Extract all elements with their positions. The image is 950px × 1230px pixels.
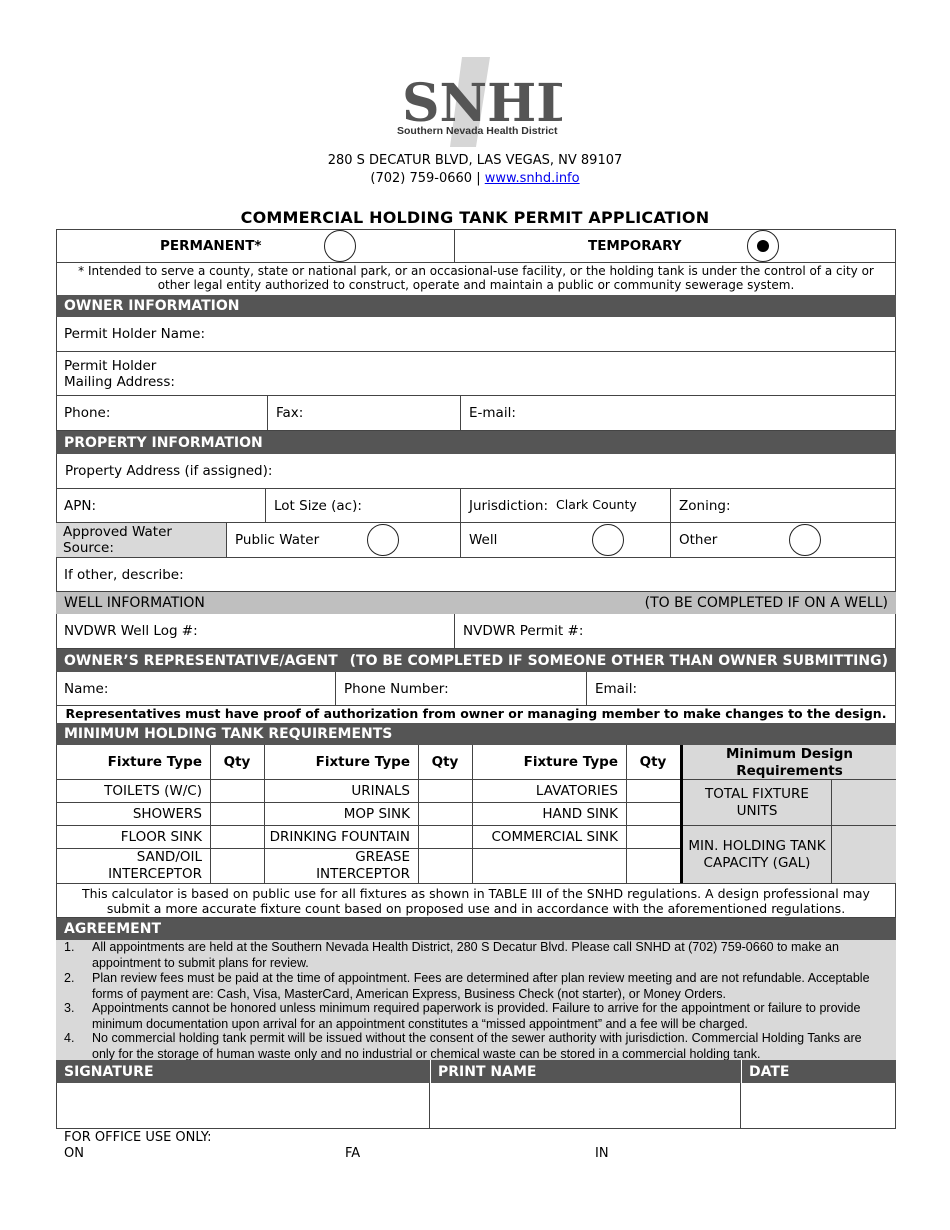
holder-name-row [56,317,896,352]
agent-name-field[interactable] [56,672,336,705]
well-permit-field[interactable] [455,614,896,648]
calculator-note: This calculator is based on public use for all fixtures as shown in TABLE III of the SNHD regulations. A design professional may submit a more accurate fixture count based on proposed use and in accordance with the aforementioned regulations. [82,886,870,916]
fixture-col-line-4 [472,745,473,883]
office-use-label: FOR OFFICE USE ONLY: [64,1130,212,1145]
jurisdiction-label: Jurisdiction: [469,497,549,514]
sand-oil-line-2: INTERCEPTOR [108,866,202,882]
print-name-field[interactable] [430,1083,741,1128]
tank-capacity-value[interactable] [832,826,895,883]
qty-urinals[interactable] [419,780,472,802]
water-source-label: Approved Water Source: [63,524,172,556]
qty-hand-sink[interactable] [627,803,680,825]
zoning-label: Zoning: [679,497,731,514]
min-design-line-2: Requirements [736,763,843,779]
mailing-address-field[interactable] [56,352,896,395]
agreement-num: 3. [64,1001,75,1015]
well-radio[interactable] [592,524,624,556]
fixture-grease-interceptor [268,849,410,883]
temporary-label: TEMPORARY [588,238,682,254]
qty-lavatories[interactable] [627,780,680,802]
permanent-radio[interactable] [324,230,356,262]
temporary-cell [455,229,896,262]
other-radio[interactable] [789,524,821,556]
agent-name-label: Name: [64,680,109,697]
zoning-field[interactable] [671,489,896,522]
address-line: 280 S DECATUR BLVD, LAS VEGAS, NV 89107 [327,153,623,168]
office-in-label: IN [595,1146,609,1161]
fixture-sand-oil-interceptor [60,849,202,883]
capacity-line-2: CAPACITY (GAL) [703,855,811,871]
col2-fixture-header: Fixture Type [315,754,410,770]
agreement-text: All appointments are held at the Southern Nevada Health District, 280 S Decatur Blvd. Please call SNHD at (702) 759-0660 to make an appointment to submit plans for review. [92,940,839,970]
holder-name-field[interactable] [56,317,896,351]
qty-commercial-sink[interactable] [627,826,680,848]
agent-row [56,672,896,706]
min-design-header [683,746,896,780]
well-log-label: NVDWR Well Log #: [64,623,198,639]
agreement-text: No commercial holding tank permit will be issued without the consent of the sewer authority with jurisdiction. Commercial Holding Tanks are only for the storage of human waste only and no industrial or chemical waste can be stored in a commercial holding tank. [92,1031,862,1061]
signature-field[interactable] [56,1083,430,1128]
tank-heading: MINIMUM HOLDING TANK REQUIREMENTS [56,723,896,745]
qty-sand-oil-interceptor[interactable] [211,849,264,883]
radio-selected-dot [757,240,769,252]
website-link[interactable]: www.snhd.info [484,171,580,186]
agent-heading-text: OWNER’S REPRESENTATIVE/AGENT [64,652,338,669]
total-units-line-2: UNITS [736,803,778,819]
logo-text: SNHD [402,73,562,134]
form-title: COMMERCIAL HOLDING TANK PERMIT APPLICATION [240,208,710,227]
fixture-mop-sink: MOP SINK [343,806,410,822]
agent-phone-field[interactable] [336,672,587,705]
fixture-header-line [56,779,680,780]
well-row [56,614,896,649]
well-cell [461,523,671,557]
permanent-cell [56,229,455,262]
signature-heading [56,1060,896,1083]
fixture-col-line-2 [264,745,265,883]
fixture-bottom-line [56,883,896,884]
agreement-text: Plan review fees must be paid at the time of appointment. Fees are determined after plan review meeting and are not refundable. Acceptable forms of payment are: Cash, Visa, MasterCard, American Express, Business Check (not starter), or Money Orders. [92,971,870,1001]
fixture-row-line-1 [56,802,680,803]
min-design-line-1: Minimum Design [725,746,854,762]
agent-note: Representatives must have proof of authorization from owner or managing member to make changes to the design. [65,706,887,721]
well-info-heading [56,592,896,614]
mailing-label-1: Permit Holder [64,357,157,374]
jurisdiction-value: Clark County [556,497,637,512]
other-describe-field[interactable] [56,558,896,591]
other-cell [671,523,896,557]
grease-line-1: GREASE [355,849,410,865]
public-water-radio[interactable] [367,524,399,556]
total-fixture-units-label [683,786,831,820]
sand-oil-line-1: SAND/OIL [136,849,202,865]
owner-fax-label: Fax: [276,405,304,421]
holder-name-label: Permit Holder Name: [64,326,206,342]
capacity-line-1: MIN. HOLDING TANK [688,838,826,854]
qty-showers[interactable] [211,803,264,825]
col1-qty-header: Qty [223,754,251,770]
other-describe-label: If other, describe: [64,566,184,583]
agreement-text: Appointments cannot be honored unless minimum required paperwork is provided. Failure to arrive for the appointment or failure to provide minimum documentation upon arrival for an appointment constitutes a “missed appointment” and a fee will be charged. [92,1001,861,1031]
grease-line-2: INTERCEPTOR [316,866,410,882]
col3-fixture-header: Fixture Type [523,754,618,770]
apn-field[interactable] [56,489,266,522]
owner-email-label: E-mail: [469,405,516,421]
well-permit-label: NVDWR Permit #: [463,623,584,639]
contact-row [56,396,896,431]
col3-qty-header: Qty [639,754,667,770]
jurisdiction-field[interactable] [461,489,671,522]
owner-email-field[interactable] [461,396,896,430]
logo-subtitle: Southern Nevada Health District [397,125,558,137]
snhd-logo [392,55,562,147]
print-name-label: PRINT NAME [438,1063,537,1080]
signature-row [56,1083,896,1129]
apn-row [56,489,896,523]
mailing-row [56,352,896,396]
agent-email-label: Email: [595,680,638,697]
property-address-row [56,454,896,489]
other-describe-row [56,558,896,592]
property-address-label: Property Address (if assigned): [65,463,273,479]
total-units-line-1: TOTAL FIXTURE [705,786,809,802]
agreement-num: 4. [64,1031,75,1045]
signature-heading-divider-1 [430,1060,431,1083]
temporary-radio[interactable] [747,230,779,262]
fixture-showers: SHOWERS [132,806,202,822]
agreement-num: 1. [64,940,75,954]
agent-email-field[interactable] [587,672,896,705]
well-heading-text: WELL INFORMATION [64,595,205,611]
contact-line [0,171,950,186]
water-source-label-cell [56,523,227,557]
qty-mop-sink[interactable] [419,803,472,825]
agreement-list [56,940,896,1060]
signature-heading-divider-2 [741,1060,742,1083]
date-label: DATE [749,1063,790,1080]
tank-capacity-label [683,838,831,872]
owner-info-heading: OWNER INFORMATION [56,295,896,317]
public-water-cell [227,523,461,557]
fixture-row-line-2 [56,825,680,826]
fixture-hand-sink: HAND SINK [542,806,618,822]
col1-fixture-header: Fixture Type [107,754,202,770]
fixture-drinking-fountain: DRINKING FOUNTAIN [269,829,410,845]
fixture-toilets: TOILETS (W/C) [104,783,202,799]
fixture-lavatories: LAVATORIES [535,783,618,799]
well-label: Well [469,532,498,548]
property-info-heading: PROPERTY INFORMATION [56,431,896,454]
permanent-label: PERMANENT* [160,238,262,254]
owner-fax-field[interactable] [268,396,461,430]
office-on-label: ON [64,1146,84,1161]
other-label: Other [679,532,718,548]
public-water-label: Public Water [235,532,320,548]
property-address-field[interactable] [56,454,896,488]
office-fa-label: FA [345,1146,361,1161]
fixture-floor-sink: FLOOR SINK [120,829,202,845]
phone-text: (702) 759-0660 | [370,171,481,186]
well-heading-note: (TO BE COMPLETED IF ON A WELL) [644,595,888,611]
owner-phone-label: Phone: [64,405,111,421]
qty-toilets[interactable] [211,780,264,802]
lot-size-field[interactable] [266,489,461,522]
agent-phone-label: Phone Number: [344,680,449,697]
permit-footnote: * Intended to serve a county, state or national park, or an occasional-use facility, or the holding tank is under the control of a city or other legal entity authorized to construct, operate and maintain a public or community sewerage system. [78,264,874,292]
agent-heading-note: (TO BE COMPLETED IF SOMEONE OTHER THAN OWNER SUBMITTING) [349,652,888,669]
qty-floor-sink[interactable] [211,826,264,848]
lot-size-label: Lot Size (ac): [274,497,362,514]
col2-qty-header: Qty [431,754,459,770]
date-field[interactable] [741,1083,896,1128]
water-source-row [56,523,896,558]
owner-phone-field[interactable] [56,396,268,430]
fixture-commercial-sink: COMMERCIAL SINK [491,829,618,845]
well-log-field[interactable] [56,614,455,648]
qty-grease-interceptor[interactable] [419,849,472,883]
qty-drinking-fountain[interactable] [419,826,472,848]
signature-label: SIGNATURE [64,1063,154,1080]
agent-heading [56,649,896,672]
mailing-label-2: Mailing Address: [64,373,175,390]
fixture-urinals: URINALS [351,783,410,799]
agreement-num: 2. [64,971,75,985]
permit-type-row [56,229,896,263]
total-fixture-units-value[interactable] [832,780,895,825]
apn-label: APN: [64,497,97,514]
agreement-heading: AGREEMENT [56,918,896,940]
